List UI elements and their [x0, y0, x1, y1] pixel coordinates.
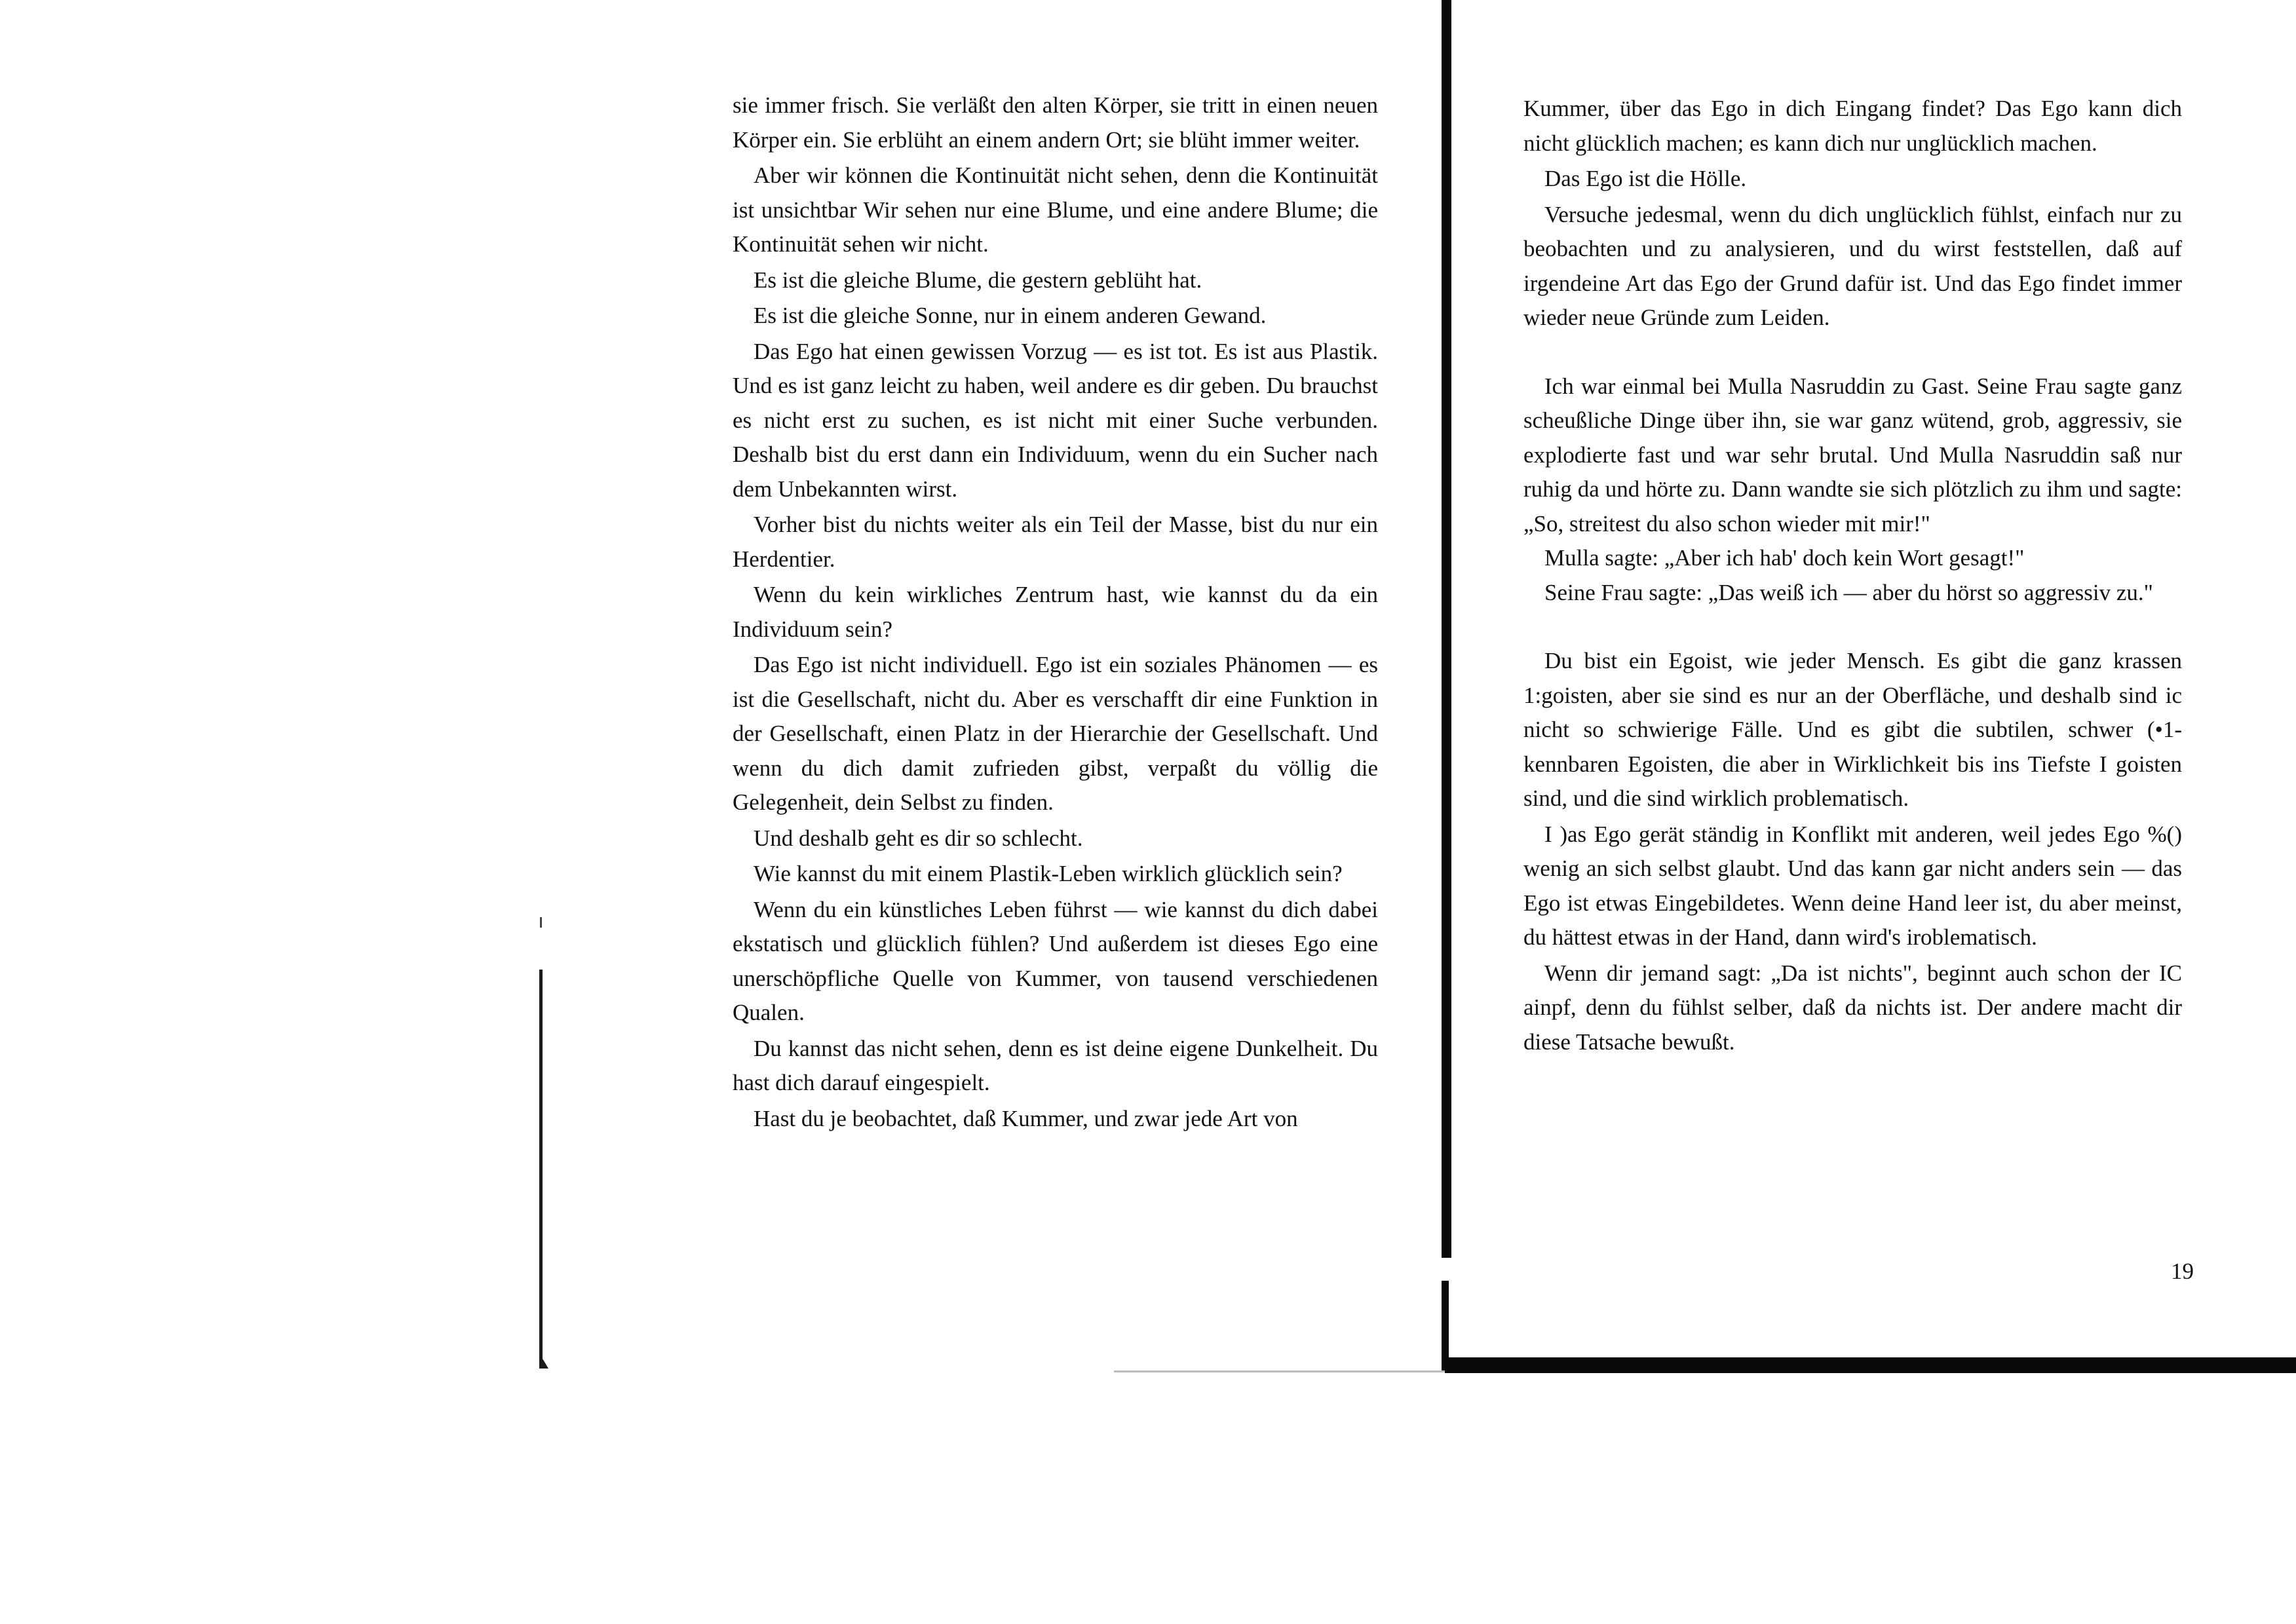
page-bottom-edge-shadow [1445, 1357, 2296, 1373]
paragraph: Wenn dir jemand sagt: „Da ist nichts", beginnt auch schon der IC ainpf, denn du fühlst selber, daß da nichts ist. Der andere macht dir diese Tatsache bewußt. [1523, 960, 2182, 1055]
paragraph: sie immer frisch. Sie verläßt den alten Körper, sie tritt in einen neuen Körper ein. Sie erblüht an einem andern Ort; sie blüht immer weiter. [733, 92, 1378, 153]
paragraph: Das Ego ist die Hölle. [1544, 166, 1747, 191]
story-intro: Ich war einmal bei Mulla Nasruddin zu Gast. Seine Frau sagte ganz scheußliche Dinge über ihn, sie war ganz wütend, grob, aggressiv, sie explodierte fast und war sehr brutal. Und Mulla Nasruddin saß nur ruhig da und hörte zu. Dann wandte sie sich plötzlich zu ihm und sagte: „So, streitest du also schon wieder mit mir!" [1523, 373, 2182, 537]
page-number: 19 [2171, 1258, 2194, 1284]
scan-artifact-left-foot [539, 1359, 548, 1369]
paragraph: Wie kannst du mit einem Plastik-Leben wirklich glücklich sein? [754, 861, 1343, 886]
paragraph: Es ist die gleiche Blume, die gestern geblüht hat. [754, 267, 1202, 293]
paragraph: Wenn du kein wirkliches Zentrum hast, wie kannst du da ein Individuum sein? [733, 582, 1378, 642]
story-dialog-wife: Seine Frau sagte: „Das weiß ich — aber du hörst so aggressiv zu." [1544, 579, 2153, 605]
paragraph: Wenn du ein künstliches Leben führst — wie kannst du dich dabei ekstatisch und glücklich fühlen? Und außerdem ist dieses Ego eine unerschöpfliche Quelle von Kummer, von tausend verschiedenen Qualen. [733, 896, 1378, 1025]
paragraph: Es ist die gleiche Sonne, nur in einem anderen Gewand. [754, 303, 1267, 328]
paragraph: Hast du je beobachtet, daß Kummer, und zwar jede Art von [754, 1105, 1298, 1131]
paragraph: Aber wir können die Kontinuität nicht sehen, denn die Kontinuität ist unsichtbar Wir sehen nur eine Blume, und eine andere Blume; die Kontinuität sehen wir nicht. [733, 162, 1378, 257]
right-page-text [1523, 92, 2182, 1059]
paragraph: Und deshalb geht es dir so schlecht. [754, 825, 1083, 851]
page-bottom-edge-faint [1114, 1370, 1445, 1372]
paragraph: Du kannst das nicht sehen, denn es ist deine eigene Dunkelheit. Du hast dich darauf eingespielt. [733, 1035, 1378, 1095]
paragraph: I )as Ego gerät ständig in Konflikt mit anderen, weil jedes Ego %() wenig an sich selbst glaubt. Und das kann gar nicht anders sein — das Ego ist etwas Eingebildetes. Wenn deine Hand leer ist, du aber meinst, du hättest etwas in der Hand, dann wird's iroblematisch. [1523, 821, 2182, 950]
left-page-text [733, 88, 1378, 1136]
paragraph: Du bist ein Egoist, wie jeder Mensch. Es gibt die ganz krassen 1:goisten, aber sie sind es nur an der Oberfläche, und deshalb sind ic nicht so schwierige Fälle. Und es gibt die subtilen, schwer (•1-kennbaren Egoisten, die aber in Wirklichkeit bis ins Tiefste I goisten sind, und die sind wirklich problematisch. [1523, 648, 2182, 811]
scan-artifact-left-edge [539, 970, 543, 1363]
paragraph: Kummer, über das Ego in dich Eingang findet? Das Ego kann dich nicht glücklich machen; es kann dich nur unglücklich machen. [1523, 96, 2182, 156]
paragraph: Das Ego hat einen gewissen Vorzug — es ist tot. Es ist aus Plastik. Und es ist ganz leicht zu haben, weil andere es dir geben. Du brauchst es nicht erst zu suchen, es ist nicht mit einer Suche verbunden. Deshalb bist du erst dann ein Individuum, wenn du ein Sucher nach dem Unbekannten wirst. [733, 338, 1378, 502]
scan-artifact-tick [540, 917, 542, 928]
book-gutter-shadow [1442, 0, 1451, 1258]
paragraph: Versuche jedesmal, wenn du dich unglücklich fühlst, einfach nur zu beobachten und zu analysieren, und du wirst feststellen, daß auf irgendeine Art das Ego der Grund dafür ist. Und das Ego findet immer wieder neue Gründe zum Leiden. [1523, 201, 2182, 330]
story-dialog-mulla: Mulla sagte: „Aber ich hab' doch kein Wort gesagt!" [1544, 545, 2025, 571]
paragraph: Vorher bist du nichts weiter als ein Teil der Masse, bist du nur ein Herdentier. [733, 512, 1378, 572]
paragraph: Das Ego ist nicht individuell. Ego ist ein soziales Phänomen — es ist die Gesellschaft, nicht du. Aber es verschafft dir eine Funktion in der Gesellschaft, einen Platz in der Hierarchie der Gesellschaft. Und wenn du dich damit zufrieden gibst, verpaßt du völlig die Gelegenheit, dein Selbst zu finden. [733, 652, 1378, 815]
